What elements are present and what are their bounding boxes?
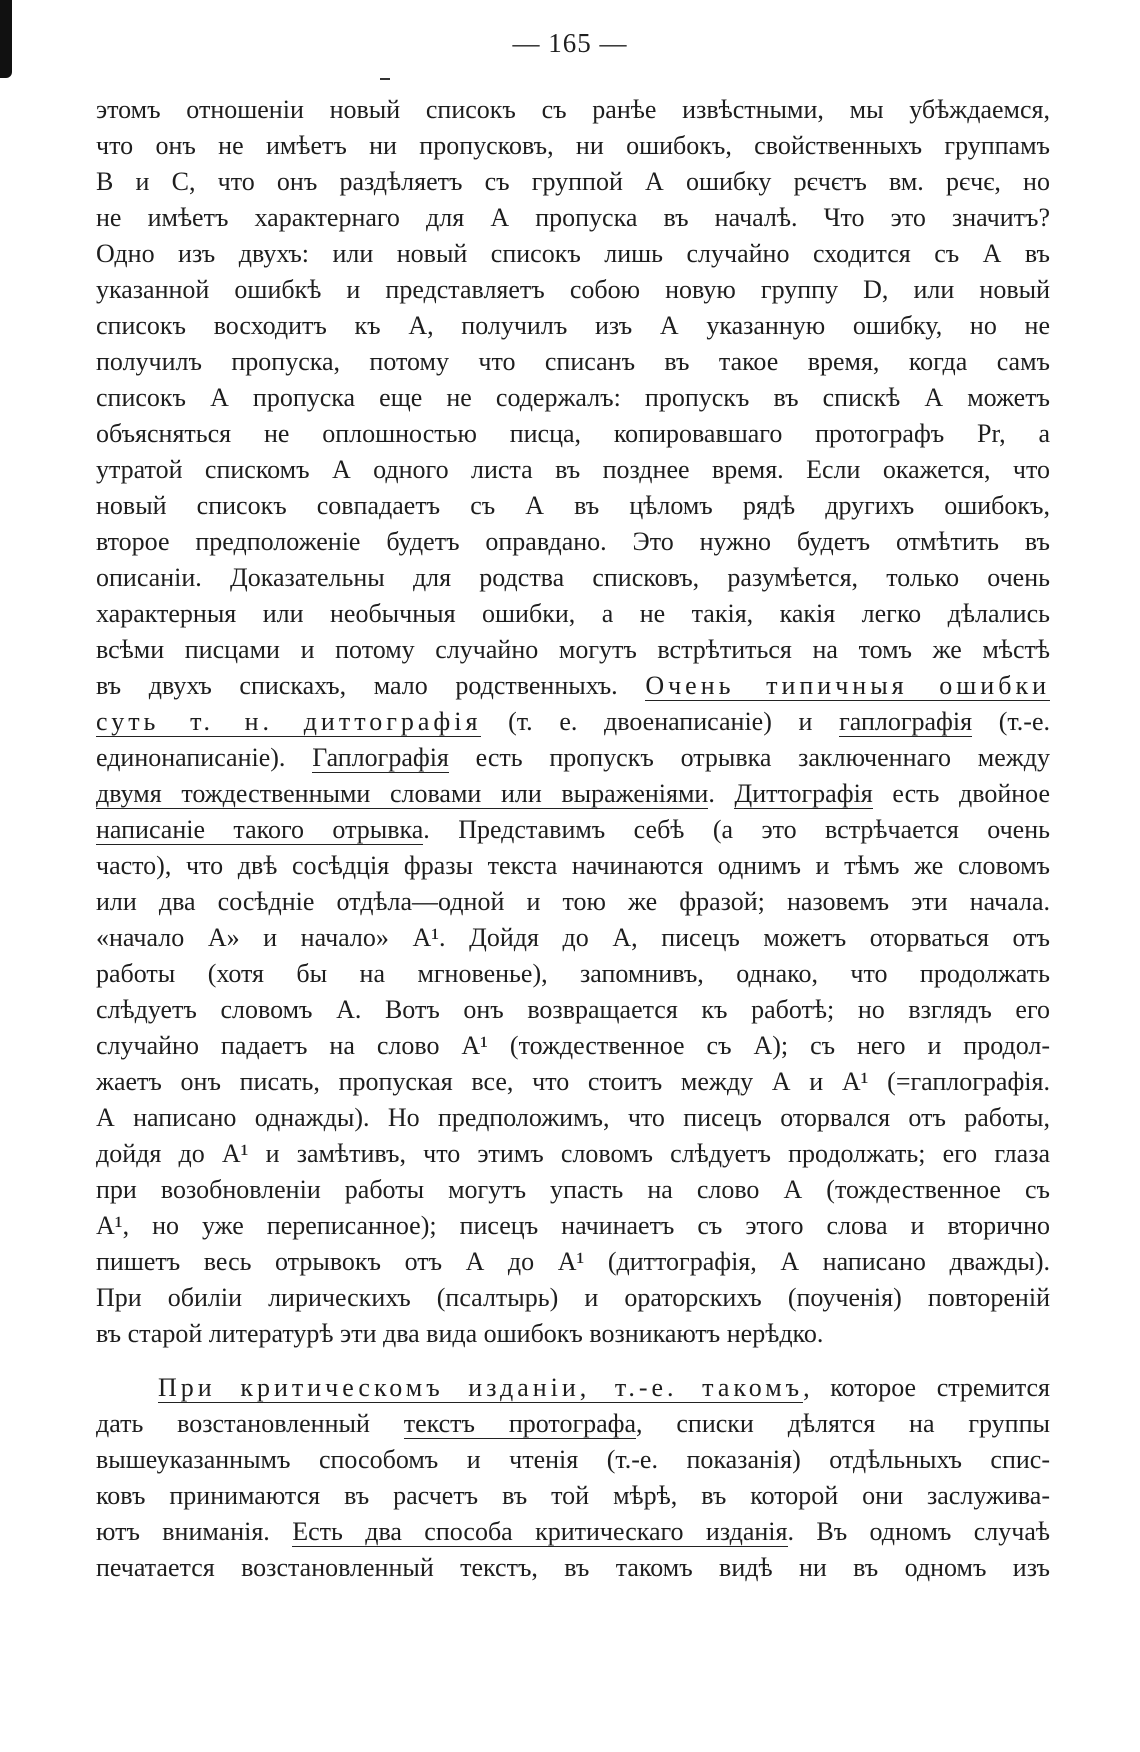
text-line: описаніи. Доказательны для родства списковъ, разумѣется, только очень	[96, 563, 1050, 592]
paragraph-2	[96, 1370, 1050, 1586]
text-line: А написано однажды). Но предположимъ, что писецъ оторвался отъ работы,	[96, 1103, 1050, 1132]
text-line: слѣдуетъ словомъ А. Вотъ онъ возвращается къ работѣ; но взглядъ его	[96, 995, 1050, 1024]
text-line: единонаписаніе). Гаплографія есть пропускъ отрывка заключеннаго между	[96, 743, 1050, 772]
text-line: суть т. н. диттографія (т. е. двоенаписаніе) и гаплографія (т.-е.	[96, 707, 1050, 736]
stray-print-mark	[380, 78, 390, 80]
underlined-term: Диттографія	[734, 779, 873, 808]
underlined-phrase: текстъ протографа	[403, 1409, 637, 1438]
text-line: пишетъ весь отрывокъ отъ А до А¹ (диттографія, А написано дважды).	[96, 1247, 1050, 1276]
text-line: В и С, что онъ раздѣляетъ съ группой А ошибку рєчєтъ вм. рєчє, но	[96, 167, 1050, 196]
text-line: «начало А» и начало» А¹. Дойдя до А, писецъ можетъ оторваться отъ	[96, 923, 1050, 952]
text-line: получилъ пропуска, потому что списанъ въ такое время, когда самъ	[96, 347, 1050, 376]
page-number: — 165 —	[512, 28, 628, 58]
text-line: новый списокъ совпадаетъ съ А въ цѣломъ рядѣ другихъ ошибокъ,	[96, 491, 1050, 520]
text-line: утратой спискомъ А одного листа въ позднее время. Если окажется, что	[96, 455, 1050, 484]
underlined-phrase: написаніе такого отрывка	[96, 815, 424, 844]
underlined-phrase: суть т. н. диттографія	[96, 707, 482, 736]
text-line: ютъ вниманія. Есть два способа критическаго изданія. Въ одномъ случаѣ	[96, 1517, 1050, 1546]
underlined-phrase: двумя тождественными словами или выраженіями	[96, 779, 709, 808]
text-line: Одно изъ двухъ: или новый списокъ лишь случайно сходится съ А въ	[96, 239, 1050, 268]
text-line: или два сосѣдніе отдѣла—одной и тою же фразой; назовемъ эти начала.	[96, 887, 1050, 916]
underlined-phrase: Есть два способа критическаго изданія	[292, 1517, 788, 1546]
text-line: А¹, но уже переписанное); писецъ начинаетъ съ этого слова и вторично	[96, 1211, 1050, 1240]
underlined-phrase: При критическомъ изданіи, т.-е. такомъ	[158, 1373, 804, 1402]
text-line: всѣми писцами и потому случайно могутъ встрѣтиться на томъ же мѣстѣ	[96, 635, 1050, 664]
text-line: двумя тождественными словами или выраженіями. Диттографія есть двойное	[96, 779, 1051, 808]
text-line: написаніе такого отрывка. Представимъ себѣ (а это встрѣчается очень	[96, 815, 1050, 844]
text-line: вышеуказаннымъ способомъ и чтенія (т.-е. показанія) отдѣльныхъ спис-	[96, 1445, 1050, 1474]
text-line: характерныя или необычныя ошибки, а не такія, какія легко дѣлались	[96, 599, 1050, 628]
underlined-term: гаплографія	[839, 707, 973, 736]
text-line: ковъ принимаются въ расчетъ въ той мѣрѣ, въ которой они заслужива-	[96, 1481, 1050, 1510]
underlined-phrase: Очень типичныя ошибки	[645, 671, 1050, 700]
text-line: что онъ не имѣетъ ни пропусковъ, ни ошибокъ, свойственныхъ группамъ	[96, 131, 1050, 160]
text-line: печатается возстановленный текстъ, въ такомъ видѣ ни въ одномъ изъ	[96, 1553, 1050, 1582]
text-line: при возобновленіи работы могутъ упасть на слово А (тождественное съ	[96, 1175, 1050, 1204]
text-line: жаетъ онъ писать, пропуская все, что стоитъ между А и А¹ (=гаплографія.	[96, 1067, 1050, 1096]
text-line: списокъ восходитъ къ А, получилъ изъ А указанную ошибку, но не	[96, 311, 1050, 340]
text-line: работы (хотя бы на мгновенье), запомнивъ, однако, что продолжать	[96, 959, 1050, 988]
text-line: въ старой литературѣ эти два вида ошибокъ возникаютъ нерѣдко.	[96, 1319, 824, 1348]
text-line: не имѣетъ характернаго для А пропуска въ началѣ. Что это значитъ?	[96, 203, 1050, 232]
text-line: объясняться не оплошностью писца, копировавшаго протографъ Pr, а	[96, 419, 1050, 448]
text-line: случайно падаетъ на слово А¹ (тождественное съ А); съ него и продол-	[96, 1031, 1050, 1060]
text-line: этомъ отношеніи новый списокъ съ ранѣе извѣстными, мы убѣждаемся,	[96, 95, 1050, 124]
body-text	[96, 92, 1050, 1586]
underlined-term: Гаплографія	[312, 743, 449, 772]
text-line: дойдя до А¹ и замѣтивъ, что этимъ словомъ слѣдуетъ продолжать; его глаза	[96, 1139, 1050, 1168]
text-line: При критическомъ изданіи, т.-е. такомъ, которое стремится	[158, 1373, 1051, 1402]
slavonic-reading: рєчєтъ	[793, 167, 867, 196]
text-line: списокъ А пропуска еще не содержалъ: пропускъ въ спискѣ А можетъ	[96, 383, 1050, 412]
text-line: При обиліи лирическихъ (псалтырь) и ораторскихъ (поученія) повтореній	[96, 1283, 1050, 1312]
text-line: дать возстановленный текстъ протографа, списки дѣлятся на группы	[96, 1409, 1050, 1438]
text-line: въ двухъ спискахъ, мало родственныхъ. Очень типичныя ошибки	[96, 671, 1050, 700]
slavonic-reading: рєчє	[945, 167, 995, 196]
text-line: второе предположеніе будетъ оправдано. Это нужно будетъ отмѣтить въ	[96, 527, 1050, 556]
text-line: указанной ошибкѣ и представляетъ собою новую группу D, или новый	[96, 275, 1050, 304]
text-line: часто), что двѣ сосѣдція фразы текста начинаются однимъ и тѣмъ же словомъ	[96, 851, 1050, 880]
